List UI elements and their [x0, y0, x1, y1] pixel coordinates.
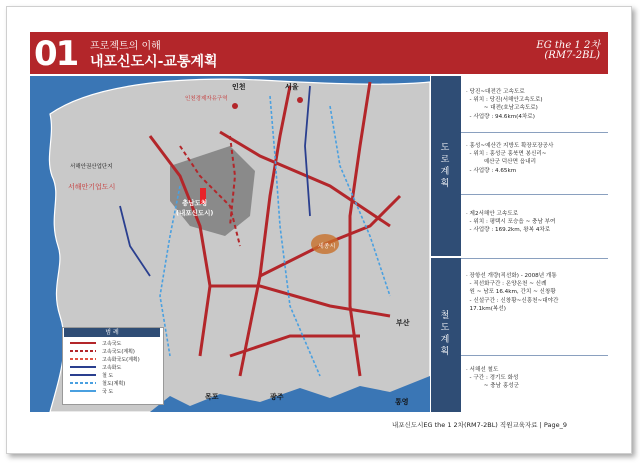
legend-label-0: 고속국도	[102, 341, 122, 347]
panel-divider-1	[461, 132, 608, 133]
legend-line-2	[70, 358, 96, 360]
legend-line-5	[70, 382, 96, 384]
city-gwangju: 광주	[270, 393, 284, 401]
city-tongyeong: 통영	[395, 398, 409, 406]
panel-divider-4	[461, 355, 608, 356]
legend-label-3: 고속화도	[102, 365, 122, 371]
panel-divider-2	[461, 194, 608, 195]
incheon-dot	[232, 103, 238, 109]
label-chungnam-office: 충남도청	[182, 199, 208, 207]
rail-item-1: · 장항선 개량(직선화) - 2008년 개통 - 직선화구간 : 온양온천 ~ 신례 원 ~ 남포 16.4km, 간치 ~ 신창황 - 신설구간 : 신창황~신흥천~대야간 17.1km(복선)	[466, 273, 559, 312]
label-west-coast-industrial: 서해안권산업단지	[70, 164, 113, 170]
legend-line-1	[70, 350, 96, 352]
legend-line-6	[70, 390, 96, 392]
label-sejong: 세종시	[318, 243, 336, 250]
project-code: (RM7-2BL)	[544, 50, 600, 61]
legend-label-4: 철 도	[102, 373, 114, 379]
legend-line-0	[70, 342, 96, 344]
label-incheon-fez: 인천경제자유구역	[185, 96, 228, 102]
header-subtitle: 프로젝트의 이해	[90, 41, 161, 52]
rail-plan-label: 철도계획	[440, 311, 450, 357]
seoul-dot	[297, 97, 303, 103]
page-footer: 내포신도시EG the 1 2차(RM7-2BL) 직원교육자료 | Page_9	[392, 421, 568, 429]
legend-label-5: 철도(계획)	[102, 381, 126, 387]
legend-title: 범 례	[64, 328, 160, 337]
city-seoul: 서울	[285, 83, 299, 91]
legend-label-6: 국 도	[102, 389, 114, 395]
label-naepo: (내포신도시)	[176, 209, 214, 217]
rail-item-2: · 서해선 철도 - 구간 : 경기도 화성 ~ 충남 홍성군	[466, 367, 520, 390]
legend-label-2: 고속화국도(계획)	[102, 357, 140, 363]
section-number: 01	[34, 34, 78, 74]
legend-line-3	[70, 366, 96, 368]
city-incheon: 인천	[232, 83, 246, 91]
page-title: 내포신도시-교통계획	[90, 54, 218, 70]
road-item-2: · 홍성~예산간 지방도 확장포장공사 - 위치 : 홍성군 홍북면 봉신리~ 예산군 덕산면 읍내리 - 사업량 : 4.65km	[466, 143, 554, 174]
city-busan: 부산	[396, 319, 410, 327]
legend-label-1: 고속국도(계획)	[102, 349, 135, 355]
project-name: EG the 1 2차	[536, 40, 600, 51]
panel-divider-3	[461, 258, 608, 259]
label-west-coast-enterprise-city: 서해안기업도시	[68, 183, 116, 191]
city-mokpo: 목포	[205, 393, 219, 401]
legend-line-4	[70, 374, 96, 376]
road-plan-label: 도로계획	[440, 143, 450, 189]
road-item-1: · 당진~대전간 고속도로 - 위치 : 당진(서해안고속도로) ~ 대전(호남고속도로) - 사업량 : 94.6km(4차로)	[466, 89, 543, 120]
road-item-3: · 제2서해안 고속도로 - 위치 : 평택시 포승읍 ~ 충남 부여 - 사업량 : 169.2km, 왕복 4차로	[466, 211, 556, 234]
